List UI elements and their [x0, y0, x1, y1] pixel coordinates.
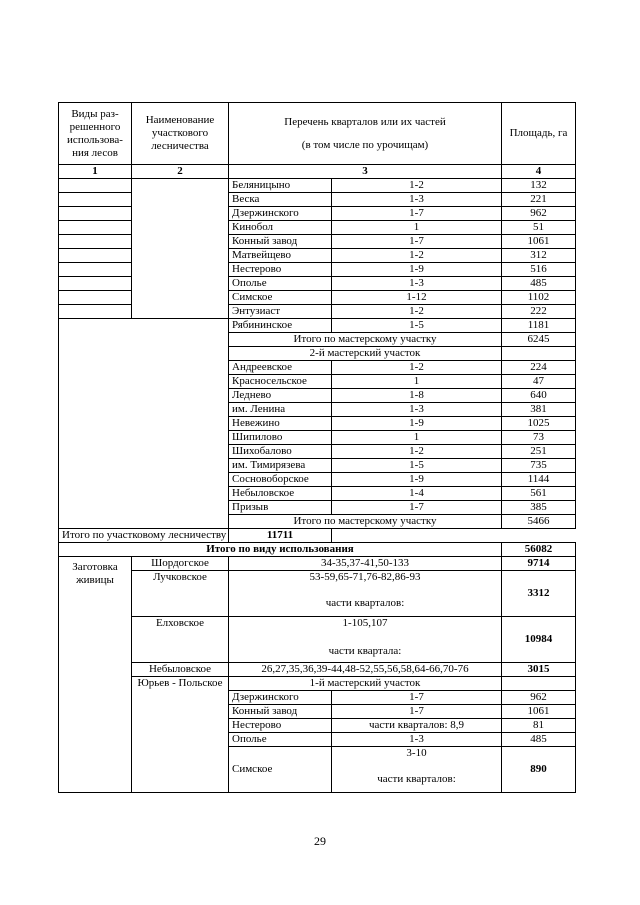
area: 561	[502, 487, 576, 501]
area: 221	[502, 193, 576, 207]
tract-name: Дзержинского	[229, 207, 332, 221]
use-type-label: Заготовка живицы	[59, 557, 132, 793]
area: 10984	[502, 617, 576, 663]
quarters: 34-35,37-41,50-133	[229, 557, 502, 571]
table-row	[59, 571, 576, 617]
tract-name: Конный завод	[229, 705, 332, 719]
page-number: 29	[314, 834, 326, 848]
header-forestry-name: Наименование участкового лесничества	[132, 103, 229, 165]
tract-name: Симское	[229, 747, 332, 793]
quarters: 1	[332, 375, 502, 389]
tract-name: Нестерово	[229, 263, 332, 277]
quarters: 1-5	[332, 459, 502, 473]
section-title: 1-й мастерский участок	[229, 677, 502, 691]
total-row	[59, 529, 576, 543]
quarters: 1-5	[332, 319, 502, 333]
tract-name: Нестерово	[229, 719, 332, 733]
quarters: 3-10	[406, 747, 427, 759]
quarters-note: части кварталов:	[377, 773, 456, 785]
table-row	[59, 179, 576, 193]
area: 962	[502, 691, 576, 705]
forest-use-table-page	[58, 102, 576, 793]
table-row	[59, 557, 576, 571]
area: 735	[502, 459, 576, 473]
area: 1181	[502, 319, 576, 333]
section-title: 2-й мастерский участок	[229, 347, 502, 361]
area: 1144	[502, 473, 576, 487]
tract-name: Веска	[229, 193, 332, 207]
area: 890	[502, 747, 576, 793]
total-forestry-label: Итого по участковому лесничеству	[59, 529, 229, 543]
area: 1025	[502, 417, 576, 431]
quarters: 1-12	[332, 291, 502, 305]
column-number: 3	[229, 165, 502, 179]
area: 385	[502, 501, 576, 515]
total-forestry-area: 11711	[229, 529, 332, 543]
quarters: 1-4	[332, 487, 502, 501]
area: 81	[502, 719, 576, 733]
tract-name: Шихобалово	[229, 445, 332, 459]
forest-use-table	[58, 102, 576, 793]
tract-name: Призыв	[229, 501, 332, 515]
forestry-name: Шордогское	[132, 557, 229, 571]
area: 47	[502, 375, 576, 389]
subtotal-area: 6245	[502, 333, 576, 347]
tract-name: Кинобол	[229, 221, 332, 235]
quarters: 1-7	[332, 691, 502, 705]
column-number: 2	[132, 165, 229, 179]
forestry-name: Лучковское	[132, 571, 229, 617]
tract-name: Беляницыно	[229, 179, 332, 193]
area: 9714	[502, 557, 576, 571]
header-use-type: Виды раз-решенного использова-ния лесов	[59, 103, 132, 165]
header-row	[59, 103, 576, 165]
total-use-area: 56082	[502, 543, 576, 557]
area: 222	[502, 305, 576, 319]
quarters: 1	[332, 431, 502, 445]
quarters: 1-2	[332, 361, 502, 375]
tract-name: Симское	[229, 291, 332, 305]
tract-name: Андреевское	[229, 361, 332, 375]
area: 73	[502, 431, 576, 445]
section-row	[59, 677, 576, 691]
quarters: 1-2	[332, 445, 502, 459]
area: 224	[502, 361, 576, 375]
quarters: 1-7	[332, 501, 502, 515]
quarters-cell	[332, 747, 502, 793]
area: 51	[502, 221, 576, 235]
tract-name: Сосновоборское	[229, 473, 332, 487]
quarters: 1-105,107	[342, 617, 388, 629]
area: 1061	[502, 705, 576, 719]
area: 132	[502, 179, 576, 193]
quarters-cell	[229, 617, 502, 663]
quarters-note: части кварталов:	[325, 597, 405, 609]
tract-name: Конный завод	[229, 235, 332, 249]
table-row	[59, 319, 576, 333]
column-numbers-row	[59, 165, 576, 179]
quarters: 1-3	[332, 403, 502, 417]
tract-name: Дзержинского	[229, 691, 332, 705]
tract-name: Красносельское	[229, 375, 332, 389]
quarters: 1-7	[332, 235, 502, 249]
area: 312	[502, 249, 576, 263]
tract-name: Матвейщево	[229, 249, 332, 263]
tract-name: им. Тимирязева	[229, 459, 332, 473]
quarters: 1-7	[332, 207, 502, 221]
quarters: 1-9	[332, 417, 502, 431]
area: 3312	[502, 571, 576, 617]
quarters: 1-9	[332, 473, 502, 487]
subtotal-label: Итого по мастерскому участку	[229, 515, 502, 529]
forestry-name: Небыловское	[132, 663, 229, 677]
quarters: 1-3	[332, 193, 502, 207]
quarters: 1-9	[332, 263, 502, 277]
tract-name: Ополье	[229, 277, 332, 291]
area: 962	[502, 207, 576, 221]
area: 516	[502, 263, 576, 277]
quarters-note: части квартала:	[328, 645, 402, 657]
quarters: 1-2	[332, 249, 502, 263]
forestry-name: Елховское	[132, 617, 229, 663]
header-quarters-title: Перечень кварталов или их частей	[284, 115, 446, 128]
tract-name: им. Ленина	[229, 403, 332, 417]
header-quarters-subtitle: (в том числе по урочищам)	[301, 138, 429, 151]
area: 640	[502, 389, 576, 403]
header-area: Площадь, га	[502, 103, 576, 165]
table-row	[59, 617, 576, 663]
quarters: 1-7	[332, 705, 502, 719]
quarters: 1-3	[332, 277, 502, 291]
tract-name: Ополье	[229, 733, 332, 747]
total-use-label: Итого по виду использования	[59, 543, 502, 557]
area: 251	[502, 445, 576, 459]
header-quarters	[229, 103, 502, 165]
quarters: 1-2	[332, 305, 502, 319]
quarters-cell	[229, 571, 502, 617]
tract-name: Невежино	[229, 417, 332, 431]
tract-name: Рябининское	[229, 319, 332, 333]
grand-total-row	[59, 543, 576, 557]
area: 1102	[502, 291, 576, 305]
subtotal-label: Итого по мастерскому участку	[229, 333, 502, 347]
quarters: 1-2	[332, 179, 502, 193]
area: 3015	[502, 663, 576, 677]
area: 1061	[502, 235, 576, 249]
quarters: части кварталов: 8,9	[332, 719, 502, 733]
tract-name: Энтузиаст	[229, 305, 332, 319]
table-row	[59, 663, 576, 677]
area: 485	[502, 733, 576, 747]
subtotal-area: 5466	[502, 515, 576, 529]
quarters: 1-8	[332, 389, 502, 403]
area: 381	[502, 403, 576, 417]
quarters: 1	[332, 221, 502, 235]
tract-name: Шипилово	[229, 431, 332, 445]
quarters: 26,27,35,36,39-44,48-52,55,56,58,64-66,70-76	[229, 663, 502, 677]
quarters: 53-59,65-71,76-82,86-93	[309, 571, 421, 583]
column-number: 1	[59, 165, 132, 179]
tract-name: Леднево	[229, 389, 332, 403]
column-number: 4	[502, 165, 576, 179]
quarters: 1-3	[332, 733, 502, 747]
tract-name: Небыловское	[229, 487, 332, 501]
area: 485	[502, 277, 576, 291]
forestry-name: Юрьев - Польское	[132, 677, 229, 793]
